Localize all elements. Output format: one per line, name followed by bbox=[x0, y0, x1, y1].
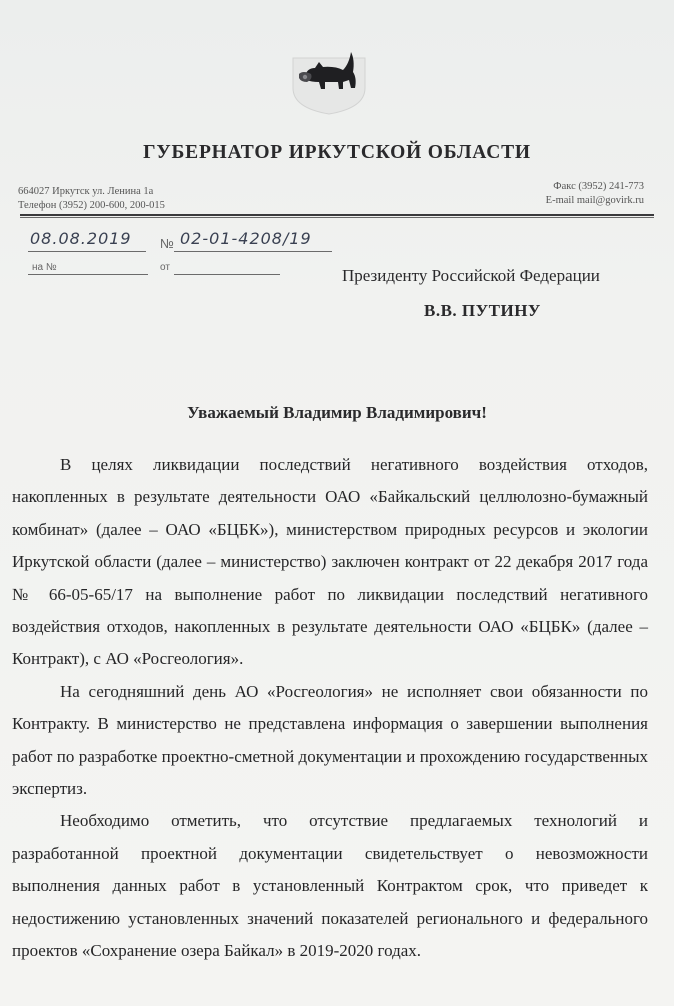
salutation: Уважаемый Владимир Владимирович! bbox=[187, 403, 487, 422]
from-underline bbox=[174, 274, 280, 275]
document-title: ГУБЕРНАТОР ИРКУТСКОЙ ОБЛАСТИ bbox=[143, 142, 531, 163]
recipient-title: Президенту Российской Федерации bbox=[342, 266, 600, 285]
ref-underline bbox=[28, 274, 148, 275]
paragraph-1: В целях ликвидации последствий негативного воздействия отходов, накопленных в результате деятельности ОАО «Байкальский целлюлозно-бумажный комбинат» (далее – ОАО «БЦБК»), министерством природных ресурсов и экологии Иркутской области (далее – министерство) заключен контракт от 22 декабря 2017 года № 66-05-65/17 на выполнение работ по ликвидации последствий негативного воздействия отходов, накопленных в результате деятельности ОАО «БЦБК» (далее – Контракт), с АО «Росгеология». bbox=[12, 455, 648, 669]
paragraph-2: На сегодняшний день АО «Росгеология» не исполняет свои обязанности по Контракту. В министерство не представлена информация о завершении выполнения работ по разработке проектно-сметной документации и прохождению государственных экспертиз. bbox=[12, 681, 648, 799]
address-phone: Телефон (3952) 200-600, 200-015 bbox=[18, 200, 165, 211]
irkutsk-coat-of-arms-icon bbox=[289, 44, 369, 116]
letter-body bbox=[12, 449, 648, 968]
number-sign: № bbox=[160, 236, 174, 251]
ref-label: на № bbox=[32, 262, 57, 273]
address-fax: Факс (3952) 241-773 bbox=[553, 181, 644, 192]
recipient-name: В.В. ПУТИНУ bbox=[424, 301, 541, 320]
handwritten-number: 02-01-4208/19 bbox=[180, 229, 312, 248]
date-underline bbox=[28, 251, 146, 252]
paragraph-3: Необходимо отметить, что отсутствие предлагаемых технологий и разработанной проектной документации свидетельствует о невозможности выполнения данных работ в установленный Контрактом срок, что приведет к недостижению установленных значений показателей регионального и федерального проектов «Сохранение озера Байкал» в 2019-2020 годах. bbox=[12, 811, 648, 961]
number-underline bbox=[174, 251, 332, 252]
header-rule-thin bbox=[20, 217, 654, 218]
address-left bbox=[18, 185, 165, 213]
address-street: 664027 Иркутск ул. Ленина 1а bbox=[18, 186, 154, 197]
address-right bbox=[546, 180, 644, 208]
address-email: E-mail mail@govirk.ru bbox=[545, 195, 644, 206]
handwritten-date: 08.08.2019 bbox=[30, 229, 132, 248]
header-rule bbox=[20, 214, 654, 216]
from-label: от bbox=[160, 262, 170, 273]
